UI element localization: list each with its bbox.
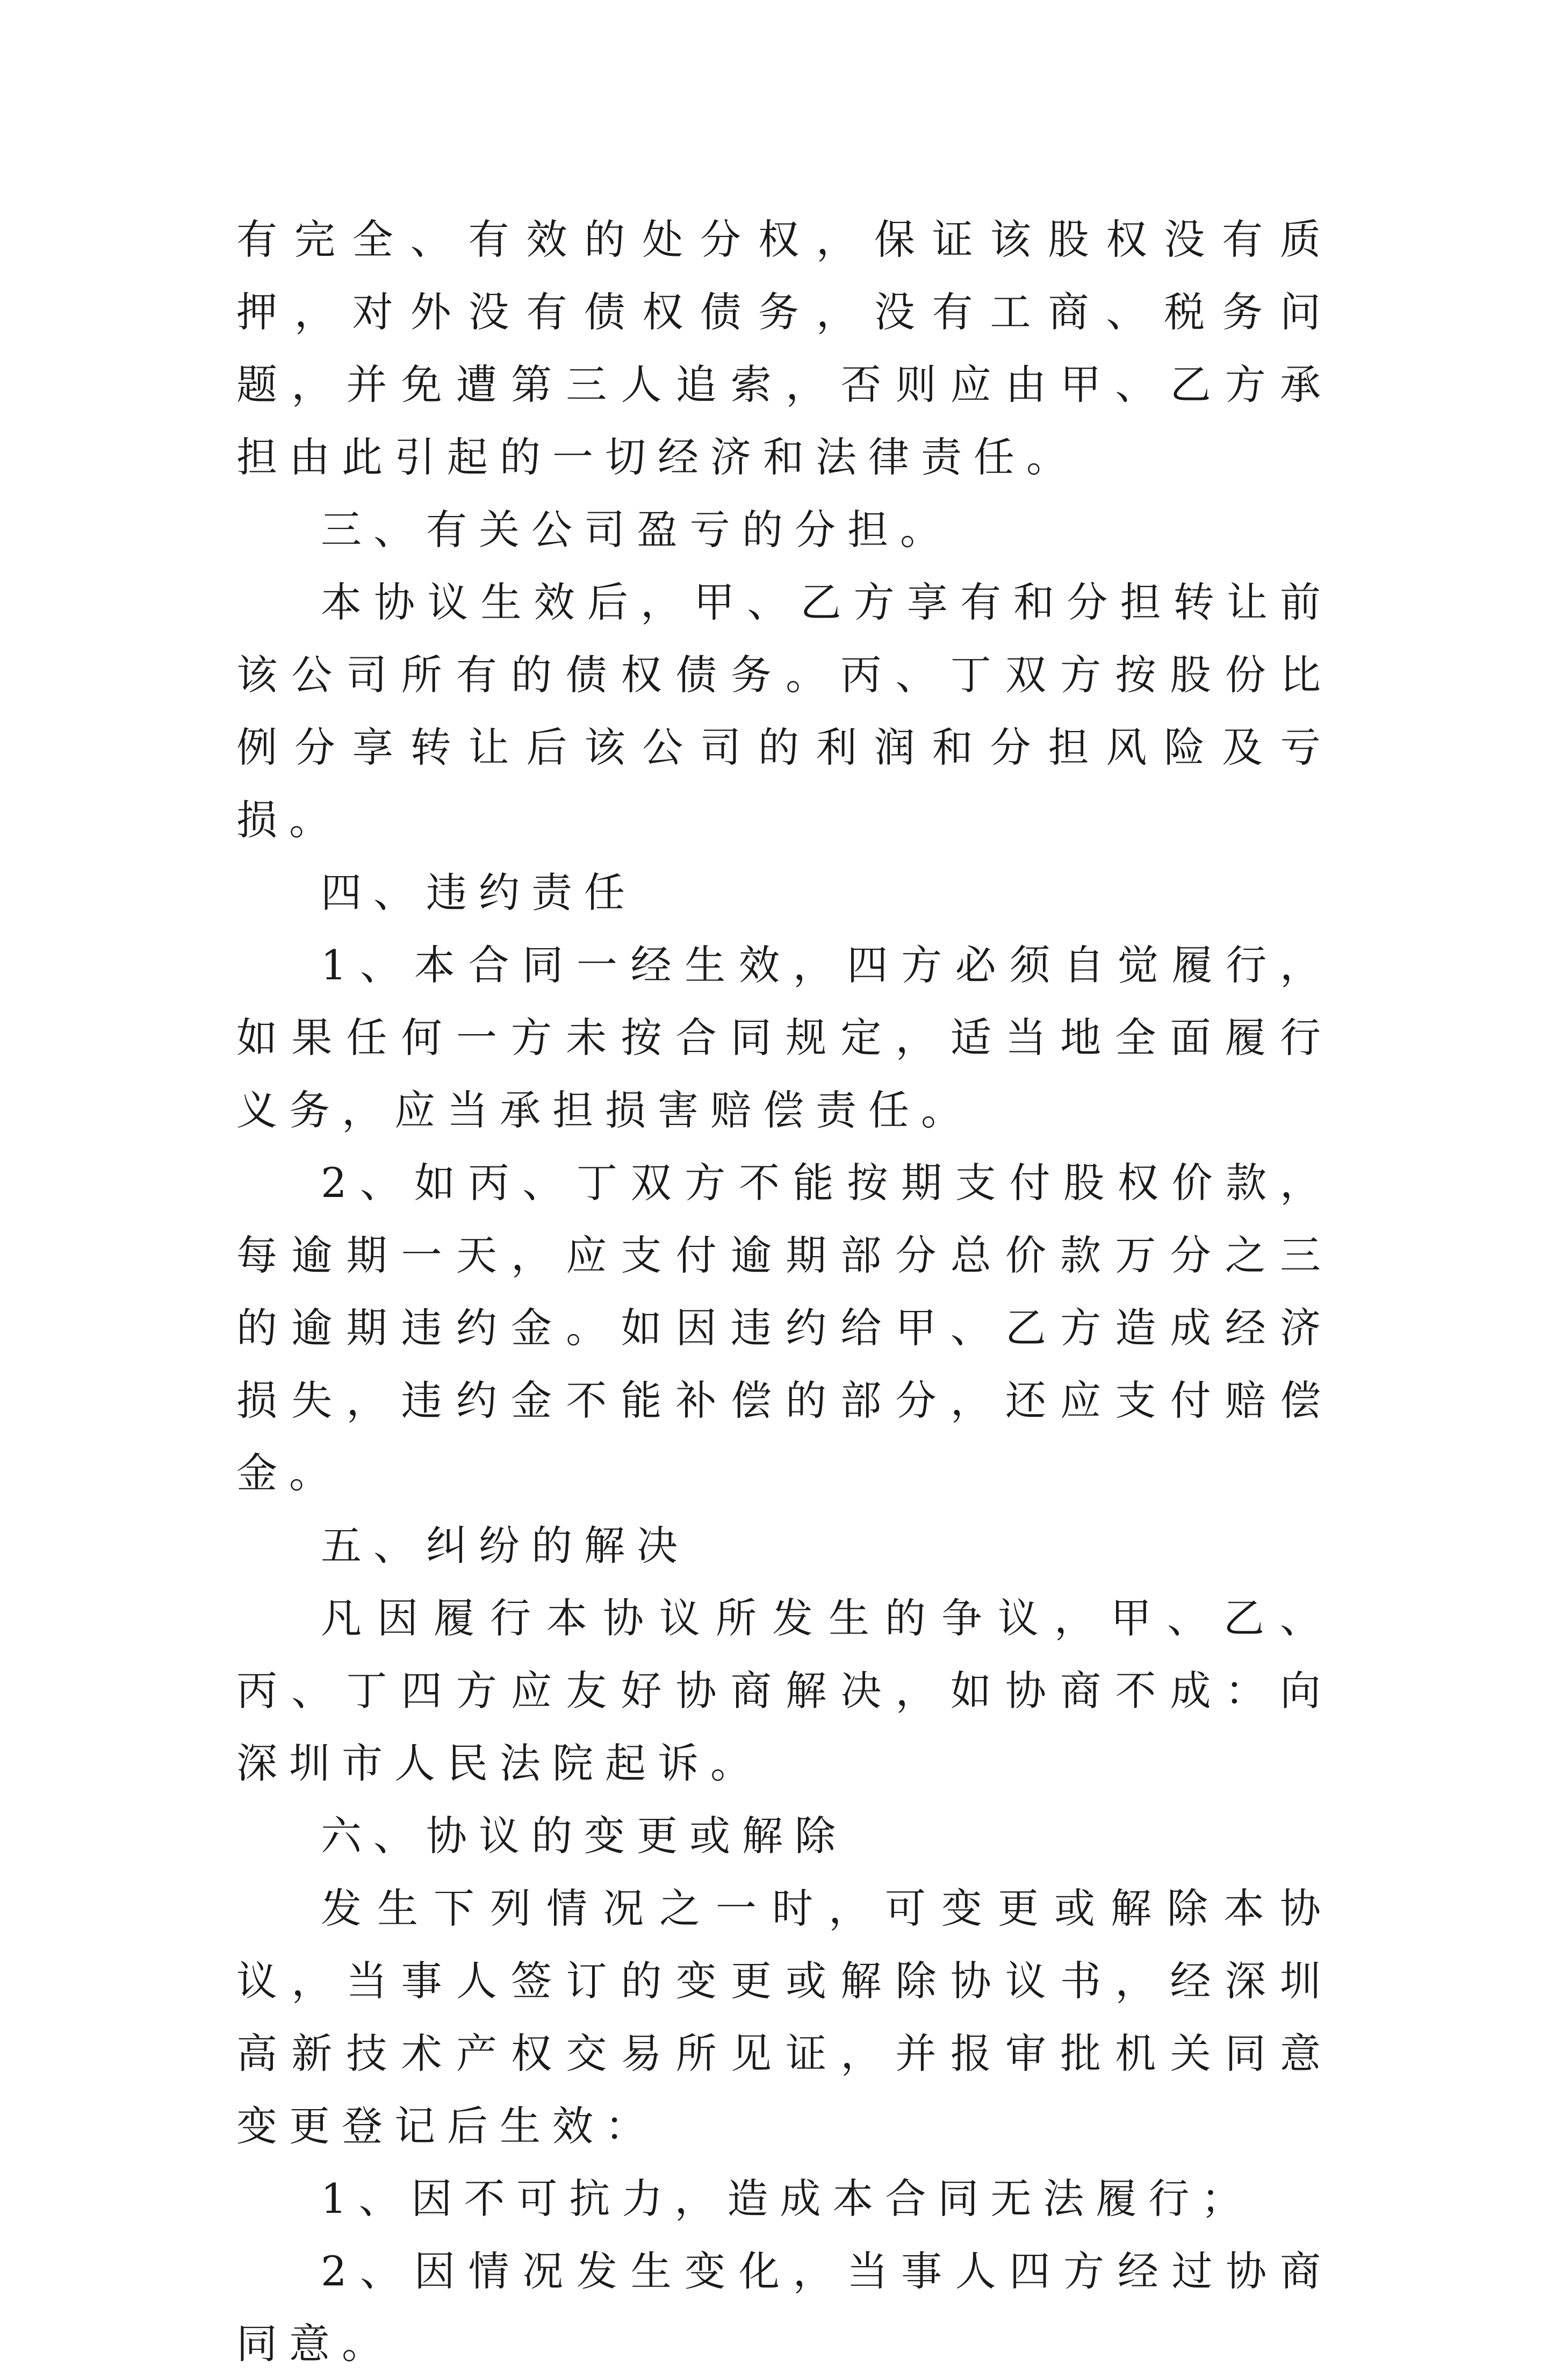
- section-heading-modification: 六、协议的变更或解除: [321, 1812, 847, 1860]
- paragraph-dispute: 凡因履行本协议所发生的争议，甲、乙、丙、丁四方应友好协商解决，如协商不成：向深圳市人民法院起诉。: [236, 1594, 1333, 1787]
- paragraph-continued-rights: 有完全、有效的处分权，保证该股权没有质押，对外没有债权债务，没有工商、税务问题，并免遭第三人追索，否则应由甲、乙方承担由此引起的一切经济和法律责任。: [236, 216, 1333, 481]
- section-heading-dispute: 五、纠纷的解决: [321, 1522, 689, 1569]
- paragraph-profit-loss: 本协议生效后，甲、乙方享有和分担转让前该公司所有的债权债务。丙、丁双方按股份比例分享转让后该公司的利润和分担风险及亏损。: [236, 578, 1333, 844]
- paragraph-modification: 发生下列情况之一时，可变更或解除本协议，当事人签订的变更或解除协议书，经深圳高新技术产权交易所见证，并报审批机关同意变更登记后生效：: [236, 1884, 1333, 2150]
- paragraph-modification-item-2: 2、因情况发生变化，当事人四方经过协商同意。: [236, 2247, 1333, 2368]
- paragraph-modification-item-1: 1、因不可抗力，造成本合同无法履行；: [321, 2175, 1254, 2223]
- paragraph-breach-1: 1、本合同一经生效，四方必须自觉履行，如果任何一方未按合同规定，适当地全面履行义务，应当承担损害赔偿责任。: [236, 941, 1333, 1134]
- document-body: [236, 203, 1333, 2380]
- section-heading-profit-loss: 三、有关公司盈亏的分担。: [321, 506, 953, 554]
- paragraph-breach-2: 2、如丙、丁双方不能按期支付股权价款，每逾期一天，应支付逾期部分总价款万分之三的逾期违约金。如因违约给甲、乙方造成经济损失，违约金不能补偿的部分，还应支付赔偿金。: [236, 1159, 1333, 1497]
- section-heading-breach: 四、违约责任: [321, 869, 637, 916]
